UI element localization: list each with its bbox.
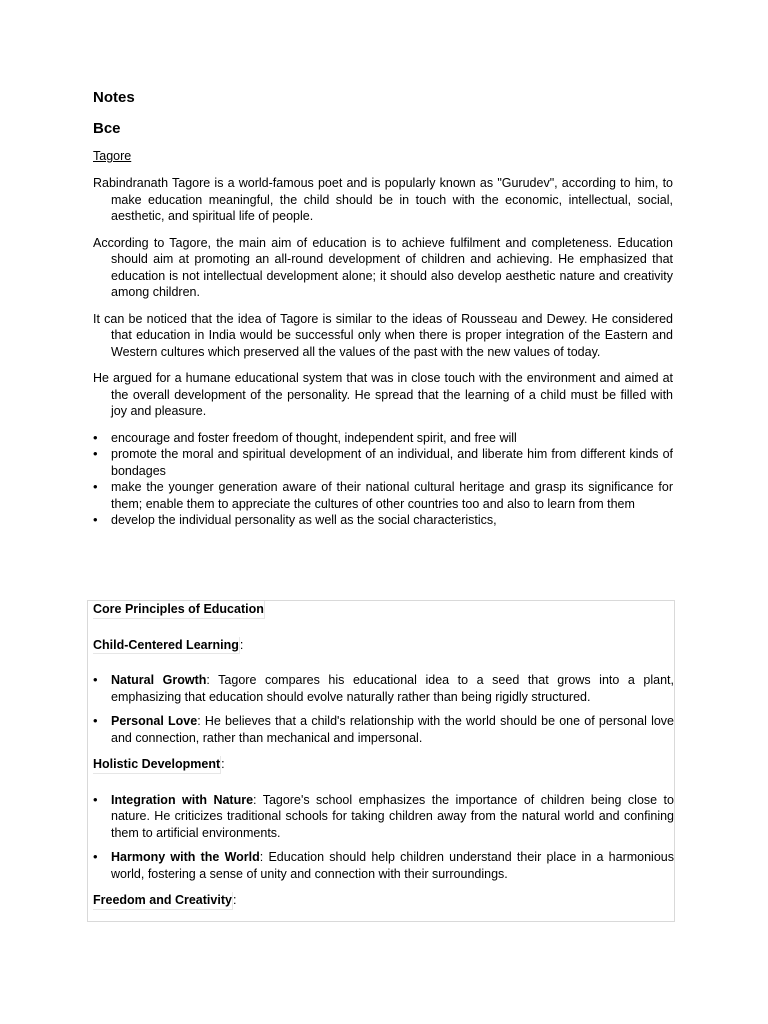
paragraph: It can be noticed that the idea of Tagore is similar to the ideas of Rousseau and Dewey. He considered that education in India would be successful only when there is proper integration of the Eastern and Western cultures which preserved all the values of the past with the new values of today. xyxy=(93,311,673,359)
body-text xyxy=(93,175,673,529)
box-title: Core Principles of Education xyxy=(93,601,674,619)
paragraph: Rabindranath Tagore is a world-famous poet and is popularly known as "Gurudev", according to him, to make education meaningful, the child should be in touch with the economic, intellectual, social, aesthetic, and spiritual life of people. xyxy=(93,176,673,223)
list-item: • Harmony with the World: Education should help children understand their place in a harmonious world, fostering a sense of unity and connection with their surroundings. xyxy=(93,849,674,882)
topic-link[interactable]: Tagore xyxy=(93,149,132,163)
list-item: • develop the individual personality as well as the social characteristics, xyxy=(93,512,673,529)
section-heading: Freedom and Creativity: xyxy=(93,892,674,910)
list-item: • encourage and foster freedom of thought, independent spirit, and free will xyxy=(93,430,673,447)
list-item: • Integration with Nature: Tagore's school emphasizes the importance of children being close to nature. He criticizes traditional schools for taking children away from the natural world and confining them to artificial environments. xyxy=(93,792,674,842)
list-item: • Natural Growth: Tagore compares his educational idea to a seed that grows into a plant, emphasizing that education should evolve naturally rather than being rigidly structured. xyxy=(93,672,674,705)
bullet-list xyxy=(93,792,674,883)
principles-box xyxy=(87,600,675,922)
bullet-list xyxy=(93,672,674,746)
page-subtitle: Bce xyxy=(93,120,121,137)
section-heading: Holistic Development: xyxy=(93,756,674,774)
page-title: Notes xyxy=(93,89,135,106)
list-item: • promote the moral and spiritual development of an individual, and liberate him from different kinds of bondages xyxy=(93,446,673,479)
bullet-list xyxy=(93,430,673,529)
list-item: • Personal Love: He believes that a child's relationship with the world should be one of personal love and connection, rather than mechanical and impersonal. xyxy=(93,713,674,746)
section-heading: Child-Centered Learning: xyxy=(93,637,674,655)
paragraph: According to Tagore, the main aim of education is to achieve fulfilment and completeness. Education should aim at promoting an all-round development of children and achieving. He emphasized that education is not intellectual development alone; it should also develop aesthetic nature and creativity among children. xyxy=(93,235,673,299)
list-item: • make the younger generation aware of their national cultural heritage and grasp its significance for them; enable them to appreciate the cultures of other countries too and also to learn from them xyxy=(93,479,673,512)
paragraph: He argued for a humane educational system that was in close touch with the environment and aimed at the overall development of the personality. He spread that the learning of a child must be filled with joy and pleasure. xyxy=(93,371,673,418)
